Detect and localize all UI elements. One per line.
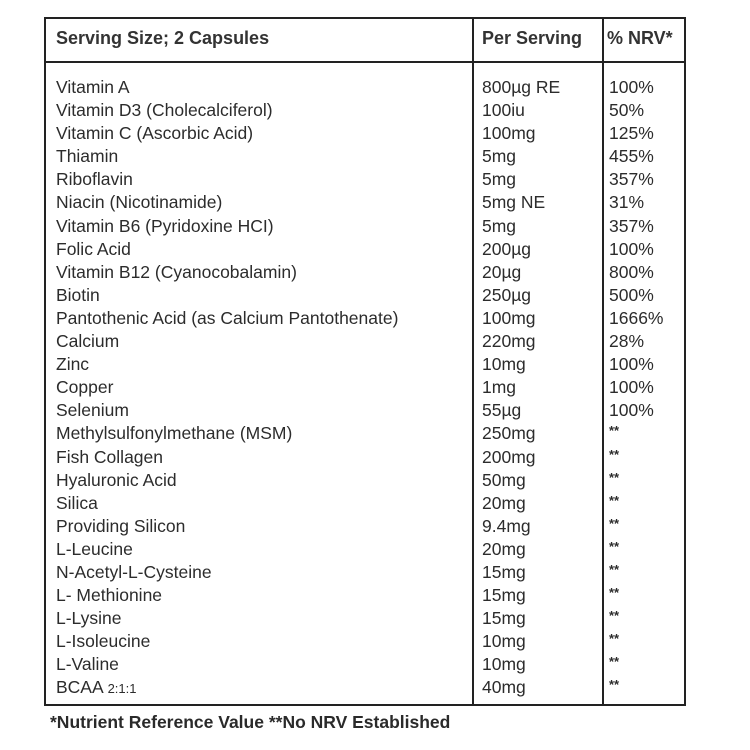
nrv-percent: ** [609,469,620,485]
nrv-percent: 50% [609,100,645,121]
per-serving-amount: 55µg [482,400,522,421]
nutrient-name-text: Vitamin B12 (Cyanocobalamin) [56,261,297,282]
per-serving-amount: 15mg [482,608,526,629]
nutrient-name-text: Thiamin [56,146,119,167]
per-serving-amount: 200mg [482,446,536,467]
nrv-percent: 125% [609,123,654,144]
nrv-percent: 100% [609,377,654,398]
nrv-percent: 455% [609,146,654,167]
nutrient-name [56,99,273,122]
nutrient-name-text: Hyaluronic Acid [56,469,177,490]
table-row [46,630,684,653]
header-divider [46,61,684,63]
nutrient-name [56,515,185,538]
table-row [46,584,684,607]
per-serving-amount: 20µg [482,261,522,282]
nutrient-name [56,538,133,561]
table-row [46,353,684,376]
nutrient-name [56,191,222,214]
header-nrv: % NRV* [607,28,673,48]
table-row [46,261,684,284]
nrv-percent: ** [609,423,620,439]
per-serving-amount: 250µg [482,284,532,305]
per-serving-amount: 9.4mg [482,515,531,536]
per-serving-amount: 200µg [482,238,532,259]
nutrient-name [56,492,98,515]
nutrient-name-text: L-Lysine [56,608,122,629]
table-row [46,145,684,168]
nrv-percent: 500% [609,284,654,305]
table-row [46,653,684,676]
per-serving-amount: 50mg [482,469,526,490]
nutrient-name-text: L-Isoleucine [56,631,151,652]
nutrient-name-text: Providing Silicon [56,515,186,536]
nutrient-name [56,376,113,399]
per-serving-amount: 5mg [482,146,517,167]
nutrient-name [56,238,131,261]
per-serving-amount: 800µg RE [482,77,561,97]
table-row [46,422,684,445]
per-serving-amount: 5mg [482,169,517,190]
table-row [46,215,684,238]
table-row [46,376,684,399]
table-row [46,76,684,99]
table-row [46,446,684,469]
per-serving-amount: 250mg [482,423,536,444]
nutrient-name [56,122,253,145]
nrv-percent: 100% [609,400,654,421]
table-row [46,307,684,330]
nrv-percent: 357% [609,215,654,236]
nrv-percent: ** [609,608,620,624]
nutrient-name-text: L-Valine [56,654,119,675]
nutrient-name [56,630,150,653]
nutrient-name [56,353,89,376]
table-row [46,676,684,699]
nutrient-name-text: Vitamin D3 (Cholecalciferol) [56,100,273,121]
table-row [46,168,684,191]
nrv-percent: ** [609,654,620,670]
nutrient-name [56,584,162,607]
nrv-percent: ** [609,585,620,601]
nutrient-name-text: Vitamin C (Ascorbic Acid) [56,123,254,144]
nutrient-name-text: Methylsulfonylmethane (MSM) [56,423,293,444]
table-row [46,238,684,261]
nutrient-name-text: Fish Collagen [56,446,163,467]
nrv-percent: 1666% [609,307,664,328]
nrv-percent: ** [609,446,620,462]
nrv-percent: 800% [609,261,654,282]
nrv-percent: ** [609,677,620,693]
per-serving-amount: 220mg [482,331,536,352]
nutrient-name [56,261,297,284]
nutrient-name [56,422,292,445]
per-serving-amount: 40mg [482,677,526,698]
nutrient-name-suffix: 2:1:1 [107,681,137,697]
footnote: *Nutrient Reference Value **No NRV Established [50,712,451,732]
nutrient-name [56,215,274,238]
nutrient-name-text: Calcium [56,331,120,352]
nutrient-name-text: Folic Acid [56,238,131,259]
nrv-percent: 357% [609,169,654,190]
nrv-percent: ** [609,561,620,577]
nutrient-name-text: Copper [56,377,114,398]
nrv-percent: ** [609,492,620,508]
table-row [46,399,684,422]
table-row [46,515,684,538]
nrv-percent: ** [609,515,620,531]
table-row [46,538,684,561]
nutrient-name-text: Riboflavin [56,169,133,190]
nutrient-name-text: Selenium [56,400,129,421]
nutrient-name [56,399,129,422]
nrv-percent: 28% [609,331,645,352]
nrv-percent: ** [609,538,620,554]
nrv-percent: 100% [609,77,654,97]
nutrient-name [56,653,119,676]
per-serving-amount: 10mg [482,654,526,675]
nutrient-name-text: Pantothenic Acid (as Calcium Pantothenate) [56,307,399,328]
table-row [46,492,684,515]
nrv-percent: 31% [609,192,645,213]
per-serving-amount: 1mg [482,377,517,398]
per-serving-amount: 15mg [482,585,526,606]
per-serving-amount: 100mg [482,307,536,328]
nutrient-name [56,145,118,168]
nutrient-rows [46,76,684,700]
nutrient-name-text: L-Leucine [56,538,133,559]
nutrient-name [56,607,122,630]
nutrient-name-text: Vitamin A [56,77,130,97]
per-serving-amount: 100iu [482,100,525,121]
per-serving-amount: 10mg [482,354,526,375]
table-row [46,122,684,145]
per-serving-amount: 20mg [482,492,526,513]
nutrient-name-text: Vitamin B6 (Pyridoxine HCI) [56,215,274,236]
nutrient-name-text: Niacin (Nicotinamide) [56,192,223,213]
header-serving-size: Serving Size; 2 Capsules [56,28,270,48]
nutrient-name-text: Silica [56,492,98,513]
nutrient-name [56,561,212,584]
nutrient-name [56,168,133,191]
nutrient-name-text: N-Acetyl-L-Cysteine [56,561,212,582]
table-row [46,607,684,630]
nrv-percent: ** [609,631,620,647]
nutrient-name-text: L- Methionine [56,585,163,606]
table-row [46,284,684,307]
per-serving-amount: 15mg [482,561,526,582]
nutrient-name-text: Zinc [56,354,90,375]
nutrient-name [56,76,130,99]
per-serving-amount: 100mg [482,123,536,144]
nutrient-name [56,284,100,307]
nutrient-name-text: BCAA [56,677,103,698]
table-row [46,330,684,353]
nutrient-name-text: Biotin [56,284,100,305]
nrv-percent: 100% [609,238,654,259]
nrv-percent: 100% [609,354,654,375]
per-serving-amount: 20mg [482,538,526,559]
nutrient-name [56,330,119,353]
table-row [46,469,684,492]
per-serving-amount: 5mg [482,215,517,236]
header-per-serving: Per Serving [482,28,583,48]
per-serving-amount: 5mg NE [482,192,546,213]
per-serving-amount: 10mg [482,631,526,652]
nutrition-table [44,17,686,706]
nutrient-name [56,469,177,492]
nutrient-name [56,676,137,700]
table-row [46,561,684,584]
nutrient-name [56,307,398,330]
table-row [46,99,684,122]
table-row [46,191,684,214]
nutrient-name [56,446,163,469]
